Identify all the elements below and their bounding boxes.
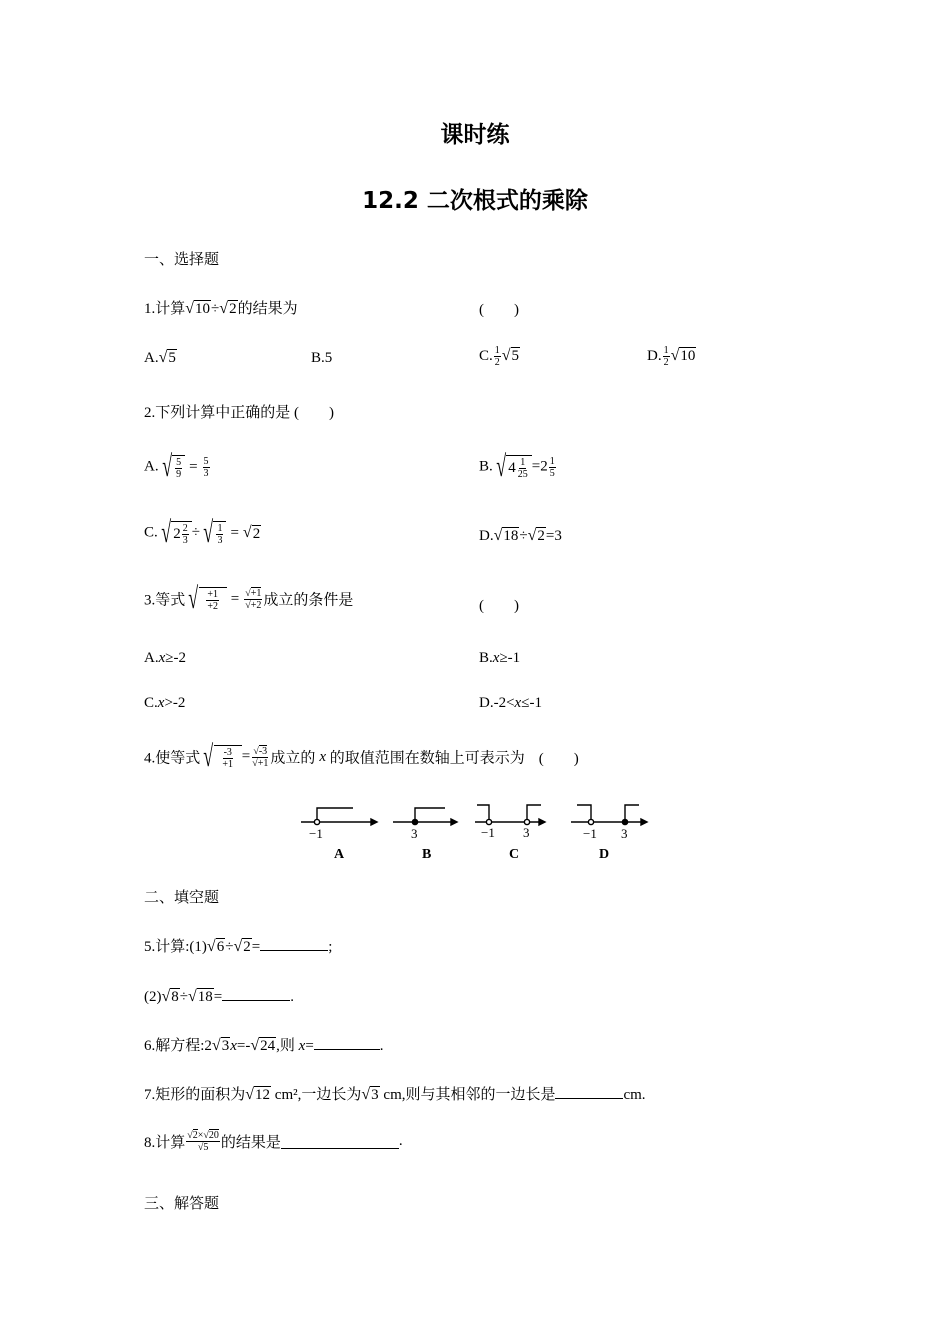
answer-blank[interactable]	[314, 1035, 380, 1050]
answer-blank[interactable]	[555, 1084, 623, 1099]
question-8: 8.计算 $\frac{√2\times√20}{√5}$ 的结果是 .	[144, 1130, 403, 1153]
answer-blank[interactable]	[222, 986, 290, 1001]
question-6: 6.解方程:2√3x=-√24,则 x= .	[144, 1037, 384, 1054]
section-heading-choice: 一、选择题	[144, 252, 220, 268]
question-4: 4.使等式 √ $\frac{-3}{+1}$ = $\frac{√-3}{√+1}$ 成立的 x 的取值范围在数轴上可表示为 ( )	[144, 740, 579, 773]
option-d[interactable]: D.-2<x≤-1	[479, 695, 542, 711]
answer-paren: ( )	[479, 302, 519, 318]
figure-label-d: D	[599, 847, 610, 862]
option-b[interactable]: B.x≥-1	[479, 650, 521, 666]
number-line-figures	[295, 800, 655, 864]
option-a[interactable]: A.x≥-2	[144, 650, 186, 666]
section-title: 12.2 二次根式的乘除	[362, 188, 588, 214]
figure-label-a: A	[334, 847, 345, 862]
option-c[interactable]: C.x>-2	[144, 695, 186, 711]
tick-label: 3	[621, 826, 628, 841]
question-3: 3.等式 √ $\frac{+1}{+2}$ = $\frac{√+1}{√+2}$ 成立的条件是	[144, 582, 354, 615]
option-b[interactable]: B.5	[311, 350, 333, 366]
question-7: 7.矩形的面积为√12 cm²,一边长为√3 cm,则与其相邻的一边长是 cm.	[144, 1086, 646, 1103]
option-d[interactable]: D. $\frac{1}{2}$ √10	[647, 345, 696, 368]
tick-label: −1	[583, 826, 597, 841]
option-a[interactable]: A. √ $\frac{5}{9}$ = $\frac{5}{3}$	[144, 450, 209, 483]
option-c[interactable]: C. $\frac{1}{2}$ √5	[479, 345, 520, 368]
option-a[interactable]: A.√5	[144, 349, 176, 366]
question-5-1: 5.计算:(1)√6÷√2= ;	[144, 938, 333, 955]
question-1: 1.计算√10÷√2的结果为	[144, 300, 298, 317]
page-title: 课时练	[440, 122, 510, 148]
question-2: 2.下列计算中正确的是 ( )	[144, 405, 334, 421]
answer-paren: ( )	[479, 598, 519, 614]
figure-label-b: B	[422, 847, 432, 862]
figure-label-c: C	[509, 847, 520, 862]
tick-label: 3	[411, 826, 418, 841]
option-b[interactable]: B. √ 4 $\frac{1}{25}$ =2 $\frac{1}{5}$	[479, 450, 555, 483]
section-heading-fill: 二、填空题	[144, 890, 220, 906]
section-heading-solve: 三、解答题	[144, 1196, 220, 1212]
answer-blank[interactable]	[260, 936, 328, 951]
tick-label: 3	[523, 825, 530, 840]
option-c[interactable]: C. √ 2 $\frac{2}{3}$ ÷ √ $\frac{1}{3}$ = √2	[144, 516, 261, 549]
option-d[interactable]: D.√18÷√2=3	[479, 527, 562, 544]
tick-label: −1	[481, 825, 495, 840]
answer-blank[interactable]	[281, 1134, 399, 1149]
question-5-2: (2)√8÷√18= .	[144, 988, 295, 1005]
tick-label: −1	[309, 826, 323, 841]
